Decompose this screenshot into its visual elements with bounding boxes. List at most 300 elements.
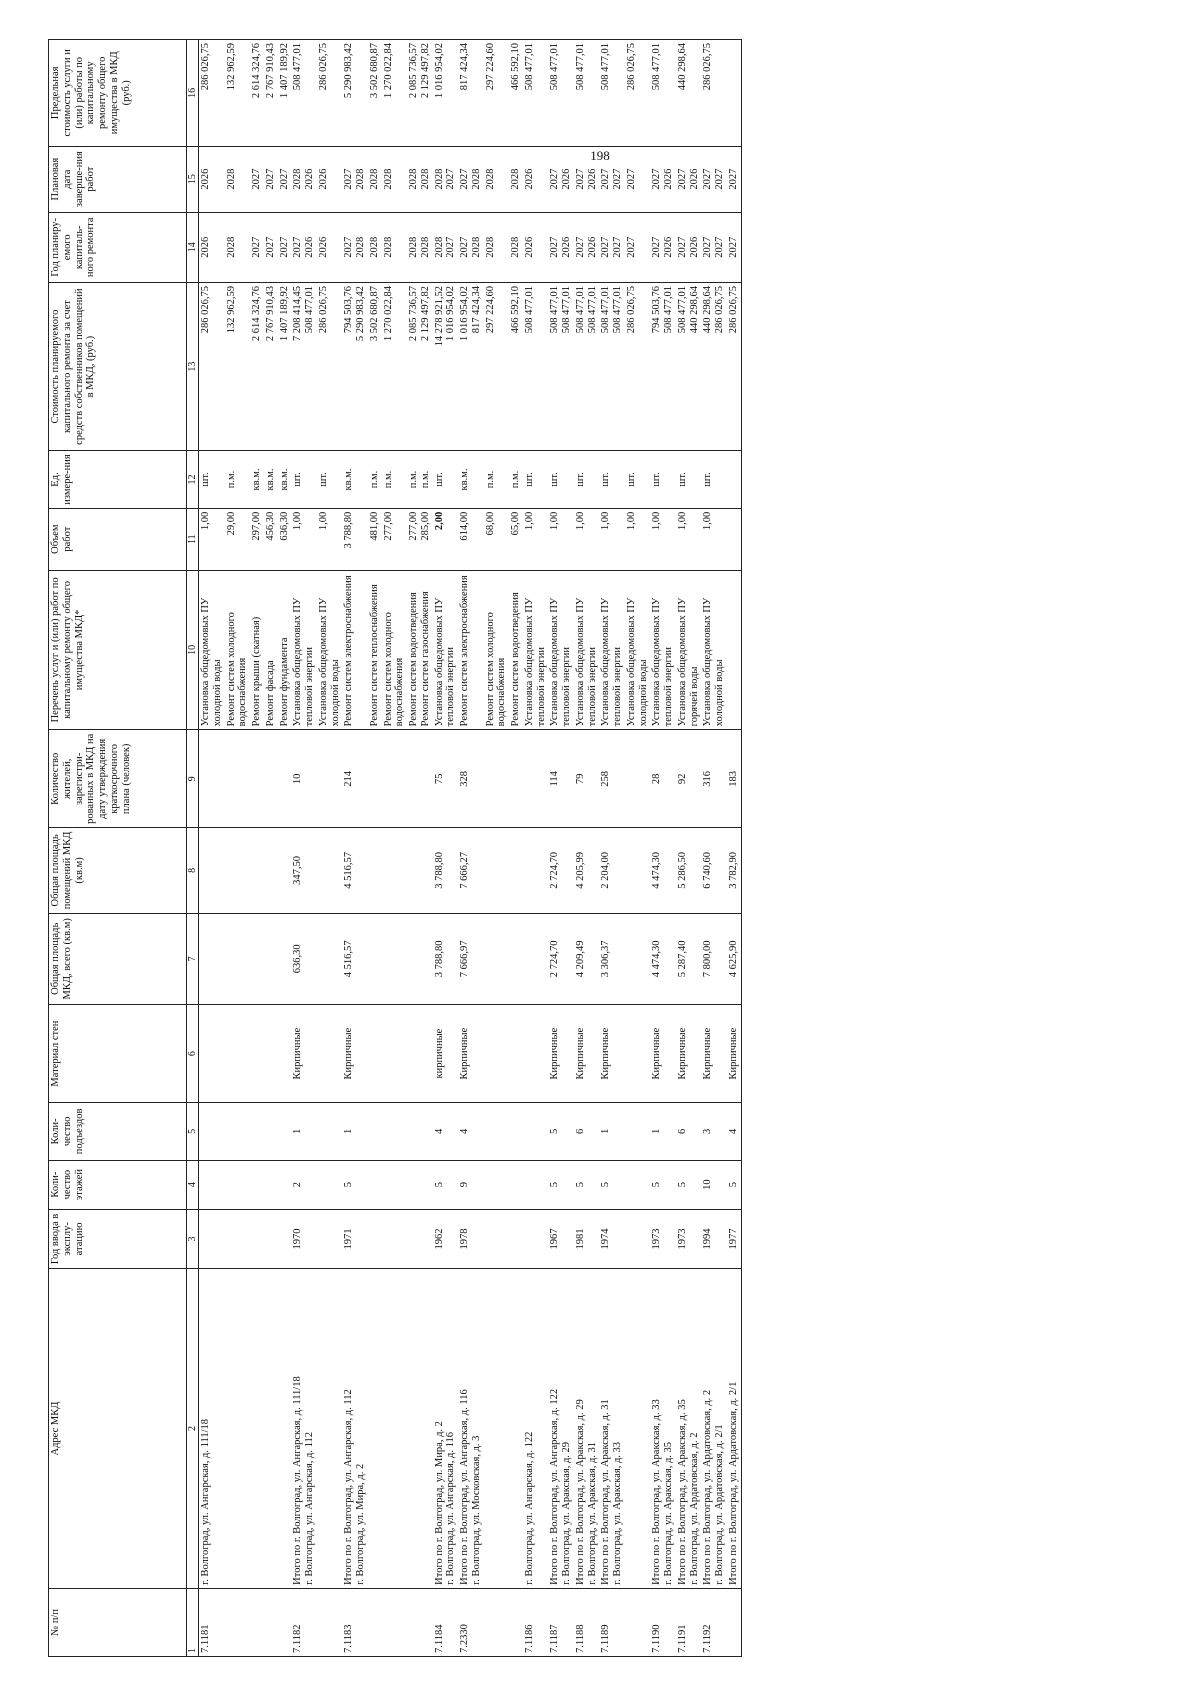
- cell-area2: 4 516,57: [342, 828, 368, 913]
- column-number: 10: [187, 570, 199, 730]
- cell-area: 4 625,90: [727, 913, 741, 1005]
- cell-y: [407, 1209, 433, 1269]
- cell-date: 2027 2027: [701, 146, 727, 212]
- cell-cost: 794 503,76 5 290 983,42: [342, 282, 368, 450]
- cell-limit: [727, 40, 741, 147]
- cell-addr: г. Волгоград, ул. Ангарская, д. 122: [523, 1269, 549, 1589]
- cell-cost: 286 026,75: [625, 282, 651, 450]
- cell-limit: 817 424,34: [458, 40, 484, 147]
- cell-area2: [199, 828, 225, 913]
- cell-year: 2027 2026: [574, 212, 600, 282]
- cell-year: 2027 2027: [701, 212, 727, 282]
- cell-mat: [278, 1005, 292, 1103]
- cell-ppl: [407, 730, 433, 828]
- cell-date: 2027 2026: [676, 146, 702, 212]
- cell-vol: 1,00: [701, 508, 727, 570]
- cell-fl: [368, 1160, 382, 1209]
- cell-pod: 1: [599, 1103, 625, 1161]
- table-row: [701, 40, 727, 1657]
- cell-mat: [368, 1005, 382, 1103]
- cell-cost: 132 962,59: [225, 282, 251, 450]
- cell-year: 2027 2026: [676, 212, 702, 282]
- cell-area2: [368, 828, 382, 913]
- cell-unit: кв.м.: [458, 451, 484, 509]
- table-row: [523, 40, 549, 1657]
- header-cell: Материал стен: [49, 1005, 187, 1103]
- cell-addr: [382, 1269, 408, 1589]
- column-number: 13: [187, 282, 199, 450]
- cell-mat: [509, 1005, 523, 1103]
- cell-mat: [317, 1005, 343, 1103]
- column-number: 3: [187, 1209, 199, 1269]
- cell-vol: 1,00: [523, 508, 549, 570]
- cell-unit: п.м.: [382, 451, 408, 509]
- cell-date: 2027: [727, 146, 741, 212]
- header-cell: Объем работ: [49, 508, 187, 570]
- cell-cost: 508 477,01 508 477,01: [548, 282, 574, 450]
- cell-work: Установка общедомовых ПУ тепловой энергии: [291, 570, 317, 730]
- capital-repair-table: [48, 39, 742, 1657]
- cell-area2: 4 474,30: [650, 828, 676, 913]
- cell-vol: 456,30: [264, 508, 278, 570]
- cell-date: 2027: [250, 146, 264, 212]
- cell-y: [199, 1209, 225, 1269]
- cell-limit: 5 290 983,42: [342, 40, 368, 147]
- cell-ppl: 258: [599, 730, 625, 828]
- cell-addr: [407, 1269, 433, 1589]
- cell-area: 2 724,70: [548, 913, 574, 1005]
- cell-date: 2028: [225, 146, 251, 212]
- table-row: [407, 40, 433, 1657]
- cell-area: [407, 913, 433, 1005]
- header-cell: Ед. измере-ния: [49, 451, 187, 509]
- cell-cost: 508 477,01 508 477,01: [599, 282, 625, 450]
- cell-work: Установка общедомовых ПУ тепловой энергии: [574, 570, 600, 730]
- cell-pod: [509, 1103, 523, 1161]
- cell-date: 2027: [278, 146, 292, 212]
- cell-date: 2028: [484, 146, 510, 212]
- cell-year: 2026: [317, 212, 343, 282]
- cell-addr: Итого по г. Волгоград, ул. Аракская, д. 29 г. Волгоград, ул. Аракская, д. 31: [574, 1269, 600, 1589]
- cell-cost: 2 085 736,57 2 129 497,82: [407, 282, 433, 450]
- cell-unit: кв.м.: [342, 451, 368, 509]
- cell-area2: 2 204,00: [599, 828, 625, 913]
- cell-cost: 1 407 189,92: [278, 282, 292, 450]
- table-row: [433, 40, 459, 1657]
- cell-limit: 1 016 954,02: [433, 40, 459, 147]
- table-row: [225, 40, 251, 1657]
- cell-vol: 1,00: [574, 508, 600, 570]
- cell-fl: 5: [727, 1160, 741, 1209]
- cell-mat: [264, 1005, 278, 1103]
- cell-n: 7.2330: [458, 1588, 484, 1656]
- cell-date: 2026: [523, 146, 549, 212]
- cell-vol: 65,00: [509, 508, 523, 570]
- cell-n: [264, 1588, 278, 1656]
- cell-unit: шт.: [291, 451, 317, 509]
- cell-area: [225, 913, 251, 1005]
- cell-limit: 3 502 680,87: [368, 40, 382, 147]
- cell-pod: [199, 1103, 225, 1161]
- cell-pod: 6: [574, 1103, 600, 1161]
- cell-unit: п.м.: [225, 451, 251, 509]
- cell-y: 1981: [574, 1209, 600, 1269]
- cell-unit: шт.: [523, 451, 549, 509]
- cell-limit: 508 477,01: [599, 40, 625, 147]
- cell-cost: 2 767 910,43: [264, 282, 278, 450]
- cell-vol: 29,00: [225, 508, 251, 570]
- cell-year: 2027 2028: [458, 212, 484, 282]
- cell-fl: [382, 1160, 408, 1209]
- cell-vol: 1,00: [676, 508, 702, 570]
- cell-mat: [625, 1005, 651, 1103]
- cell-y: [317, 1209, 343, 1269]
- cell-y: [523, 1209, 549, 1269]
- cell-area: [368, 913, 382, 1005]
- header-cell: Общая площадь МКД, всего (кв.м): [49, 913, 187, 1005]
- cell-limit: 297 224,60: [484, 40, 510, 147]
- cell-n: 7.1187: [548, 1588, 574, 1656]
- cell-area: 7 800,00: [701, 913, 727, 1005]
- cell-fl: [278, 1160, 292, 1209]
- cell-limit: 132 962,59: [225, 40, 251, 147]
- cell-y: [484, 1209, 510, 1269]
- cell-area: [250, 913, 264, 1005]
- cell-pod: 4: [433, 1103, 459, 1161]
- table-row: [574, 40, 600, 1657]
- cell-area2: [407, 828, 433, 913]
- cell-work: Установка общедомовых ПУ тепловой энергии: [433, 570, 459, 730]
- cell-fl: [225, 1160, 251, 1209]
- cell-limit: 440 298,64: [676, 40, 702, 147]
- table-row: [264, 40, 278, 1657]
- column-number: 5: [187, 1103, 199, 1161]
- table-row: [342, 40, 368, 1657]
- cell-area: 3 788,80: [433, 913, 459, 1005]
- cell-work: Установка общедомовых ПУ тепловой энергии: [599, 570, 625, 730]
- page-number: 198: [590, 148, 610, 163]
- cell-work: Ремонт систем холодного водоснабжения: [225, 570, 251, 730]
- cell-cost: 14 278 921,52 1 016 954,02: [433, 282, 459, 450]
- cell-ppl: [368, 730, 382, 828]
- cell-area2: 3 788,80: [433, 828, 459, 913]
- cell-year: 2028 2027: [433, 212, 459, 282]
- cell-pod: [625, 1103, 651, 1161]
- cell-n: [225, 1588, 251, 1656]
- cell-work: Установка общедомовых ПУ тепловой энергии: [523, 570, 549, 730]
- cell-mat: Кирпичные: [727, 1005, 741, 1103]
- cell-ppl: [523, 730, 549, 828]
- cell-ppl: 28: [650, 730, 676, 828]
- cell-cost: 286 026,75: [199, 282, 225, 450]
- table-row: [599, 40, 625, 1657]
- cell-area: 4 516,57: [342, 913, 368, 1005]
- cell-pod: [278, 1103, 292, 1161]
- table-row: [650, 40, 676, 1657]
- table-body: [199, 40, 742, 1657]
- cell-addr: [625, 1269, 651, 1589]
- cell-area2: 6 740,60: [701, 828, 727, 913]
- cell-pod: 6: [676, 1103, 702, 1161]
- cell-ppl: [264, 730, 278, 828]
- cell-n: 7.1191: [676, 1588, 702, 1656]
- column-number: 16: [187, 40, 199, 147]
- cell-work: Установка общедомовых ПУ тепловой энергии: [548, 570, 574, 730]
- cell-cost: 1 016 954,02 817 424,34: [458, 282, 484, 450]
- cell-addr: Итого по г. Волгоград, ул. Ангарская, д. 112 г. Волгоград, ул. Мира, д. 2: [342, 1269, 368, 1589]
- cell-unit: шт.: [433, 451, 459, 509]
- header-cell: Стоимость планируемого капитального ремонта за счет средств собственников помещений в МКД, (руб.): [49, 282, 187, 450]
- header-cell: Общая площадь помещений МКД (кв.м): [49, 828, 187, 913]
- cell-addr: [278, 1269, 292, 1589]
- cell-date: 2028: [382, 146, 408, 212]
- cell-pod: 1: [342, 1103, 368, 1161]
- cell-area2: [250, 828, 264, 913]
- table-row: [727, 40, 741, 1657]
- cell-limit: 2 767 910,43: [264, 40, 278, 147]
- cell-fl: [509, 1160, 523, 1209]
- cell-vol: [727, 508, 741, 570]
- cell-year: 2028: [484, 212, 510, 282]
- cell-n: [368, 1588, 382, 1656]
- cell-unit: шт.: [317, 451, 343, 509]
- cell-area2: [523, 828, 549, 913]
- cell-vol: 481,00: [368, 508, 382, 570]
- cell-date: 2028 2027: [433, 146, 459, 212]
- cell-n: [250, 1588, 264, 1656]
- cell-cost: 440 298,64 286 026,75: [701, 282, 727, 450]
- cell-area2: 347,50: [291, 828, 317, 913]
- cell-mat: Кирпичные: [701, 1005, 727, 1103]
- cell-limit: 286 026,75: [701, 40, 727, 147]
- column-number: 4: [187, 1160, 199, 1209]
- column-number: 11: [187, 508, 199, 570]
- cell-ppl: 114: [548, 730, 574, 828]
- cell-area2: [382, 828, 408, 913]
- cell-fl: 2: [291, 1160, 317, 1209]
- cell-work: Ремонт фундамента: [278, 570, 292, 730]
- cell-pod: 1: [291, 1103, 317, 1161]
- cell-vol: 1,00: [625, 508, 651, 570]
- cell-fl: [523, 1160, 549, 1209]
- cell-unit: шт.: [574, 451, 600, 509]
- cell-vol: 1,00: [599, 508, 625, 570]
- cell-y: 1974: [599, 1209, 625, 1269]
- header-cell: Адрес МКД: [49, 1269, 187, 1589]
- cell-pod: 4: [458, 1103, 484, 1161]
- cell-mat: Кирпичные: [676, 1005, 702, 1103]
- cell-area: [317, 913, 343, 1005]
- cell-date: 2027 2026: [548, 146, 574, 212]
- cell-year: 2027 2027: [599, 212, 625, 282]
- cell-year: 2027 2026: [548, 212, 574, 282]
- cell-ppl: [317, 730, 343, 828]
- cell-mat: [382, 1005, 408, 1103]
- cell-fl: 5: [342, 1160, 368, 1209]
- cell-area2: [509, 828, 523, 913]
- cell-area: [382, 913, 408, 1005]
- column-number-row: [187, 40, 199, 1657]
- cell-ppl: [382, 730, 408, 828]
- cell-limit: 286 026,75: [317, 40, 343, 147]
- header-cell: № п/п: [49, 1588, 187, 1656]
- header-cell: Год ввода в эксплу-атацию: [49, 1209, 187, 1269]
- table-row: [484, 40, 510, 1657]
- cell-pod: 3: [701, 1103, 727, 1161]
- cell-mat: [407, 1005, 433, 1103]
- cell-ppl: 328: [458, 730, 484, 828]
- cell-limit: 286 026,75: [625, 40, 651, 147]
- cell-area: 636,30: [291, 913, 317, 1005]
- cell-fl: 5: [433, 1160, 459, 1209]
- cell-addr: [484, 1269, 510, 1589]
- cell-year: 2026: [523, 212, 549, 282]
- cell-area2: 3 782,90: [727, 828, 741, 913]
- cell-date: 2026: [317, 146, 343, 212]
- cell-area: 7 666,97: [458, 913, 484, 1005]
- cell-year: 2027: [264, 212, 278, 282]
- cell-addr: Итого по г. Волгоград, ул. Аракская, д. 31 г. Волгоград, ул. Аракская, д. 33: [599, 1269, 625, 1589]
- cell-year: 2027 2026: [650, 212, 676, 282]
- cell-unit: шт.: [701, 451, 727, 509]
- cell-n: [278, 1588, 292, 1656]
- cell-fl: 5: [574, 1160, 600, 1209]
- cell-y: [264, 1209, 278, 1269]
- cell-cost: 7 208 414,45 508 477,01: [291, 282, 317, 450]
- cell-area: [199, 913, 225, 1005]
- cell-addr: [368, 1269, 382, 1589]
- cell-work: Ремонт систем теплоснабжения: [368, 570, 382, 730]
- cell-y: 1971: [342, 1209, 368, 1269]
- cell-y: [625, 1209, 651, 1269]
- cell-ppl: [199, 730, 225, 828]
- cell-mat: Кирпичные: [458, 1005, 484, 1103]
- cell-pod: [368, 1103, 382, 1161]
- cell-n: 7.1192: [701, 1588, 727, 1656]
- cell-vol: 297,00: [250, 508, 264, 570]
- cell-cost: 466 592,10: [509, 282, 523, 450]
- cell-cost: 508 477,01 508 477,01: [574, 282, 600, 450]
- cell-unit: п.м. п.м.: [407, 451, 433, 509]
- column-number: 12: [187, 451, 199, 509]
- column-number: 7: [187, 913, 199, 1005]
- cell-work: Ремонт систем холодного водоснабжения: [484, 570, 510, 730]
- cell-ppl: 79: [574, 730, 600, 828]
- cell-mat: Кирпичные: [548, 1005, 574, 1103]
- cell-work: [727, 570, 741, 730]
- cell-fl: 5: [548, 1160, 574, 1209]
- cell-y: 1973: [650, 1209, 676, 1269]
- cell-pod: [484, 1103, 510, 1161]
- cell-vol: 1,00: [650, 508, 676, 570]
- cell-area: 5 287,40: [676, 913, 702, 1005]
- cell-mat: Кирпичные: [599, 1005, 625, 1103]
- cell-vol: 1,00: [291, 508, 317, 570]
- cell-pod: [523, 1103, 549, 1161]
- cell-vol: 68,00: [484, 508, 510, 570]
- cell-ppl: [278, 730, 292, 828]
- header-cell: Коли-чество этажей: [49, 1160, 187, 1209]
- cell-y: 1967: [548, 1209, 574, 1269]
- cell-pod: [407, 1103, 433, 1161]
- cell-year: 2028: [225, 212, 251, 282]
- cell-cost: 297 224,60: [484, 282, 510, 450]
- cell-fl: 5: [676, 1160, 702, 1209]
- cell-fl: [317, 1160, 343, 1209]
- cell-fl: [264, 1160, 278, 1209]
- cell-work: Установка общедомовых ПУ холодной воды: [625, 570, 651, 730]
- cell-area2: 2 724,70: [548, 828, 574, 913]
- cell-unit: шт.: [650, 451, 676, 509]
- cell-area2: [317, 828, 343, 913]
- table-row: [548, 40, 574, 1657]
- cell-limit: 508 477,01: [523, 40, 549, 147]
- column-number: 9: [187, 730, 199, 828]
- cell-work: Ремонт систем водоотведения Ремонт систем газоснабжения: [407, 570, 433, 730]
- cell-mat: [523, 1005, 549, 1103]
- cell-work: Ремонт фасада: [264, 570, 278, 730]
- table-row: [278, 40, 292, 1657]
- column-number: 15: [187, 146, 199, 212]
- cell-area: 4 474,30: [650, 913, 676, 1005]
- cell-work: Ремонт систем электроснабжения: [342, 570, 368, 730]
- cell-work: Установка общедомовых ПУ холодной воды: [701, 570, 727, 730]
- cell-limit: 466 592,10: [509, 40, 523, 147]
- cell-date: 2027 2027: [599, 146, 625, 212]
- cell-work: Установка общедомовых ПУ горячей воды: [676, 570, 702, 730]
- cell-fl: [625, 1160, 651, 1209]
- cell-fl: [484, 1160, 510, 1209]
- cell-date: 2028: [368, 146, 382, 212]
- cell-area: [264, 913, 278, 1005]
- cell-unit: п.м.: [509, 451, 523, 509]
- cell-work: Установка общедомовых ПУ тепловой энергии: [650, 570, 676, 730]
- cell-mat: [225, 1005, 251, 1103]
- cell-ppl: [225, 730, 251, 828]
- cell-cost: 508 477,01 440 298,64: [676, 282, 702, 450]
- cell-date: 2027: [264, 146, 278, 212]
- column-number: 6: [187, 1005, 199, 1103]
- cell-date: 2027 2026: [650, 146, 676, 212]
- cell-mat: [250, 1005, 264, 1103]
- cell-year: 2028: [382, 212, 408, 282]
- cell-y: [368, 1209, 382, 1269]
- cell-ppl: 75: [433, 730, 459, 828]
- cell-work: Установка общедомовых ПУ холодной воды: [199, 570, 225, 730]
- cell-cost: 2 614 324,76: [250, 282, 264, 450]
- cell-unit: кв.м.: [250, 451, 264, 509]
- cell-area2: 5 286,50: [676, 828, 702, 913]
- cell-mat: Кирпичные: [574, 1005, 600, 1103]
- cell-vol: 1,00: [548, 508, 574, 570]
- cell-unit: [727, 451, 741, 509]
- cell-year: 2027: [727, 212, 741, 282]
- cell-addr: [250, 1269, 264, 1589]
- cell-cost: 286 026,75: [317, 282, 343, 450]
- table-row: [458, 40, 484, 1657]
- cell-limit: 286 026,75: [199, 40, 225, 147]
- cell-vol: 1,00: [317, 508, 343, 570]
- cell-work: Ремонт крыши (скатная): [250, 570, 264, 730]
- cell-y: 1994: [701, 1209, 727, 1269]
- cell-pod: 4: [727, 1103, 741, 1161]
- cell-y: 1970: [291, 1209, 317, 1269]
- cell-addr: Итого по г. Волгоград, ул. Ардатовская, д. 2/1: [727, 1269, 741, 1589]
- cell-area2: 7 666,27: [458, 828, 484, 913]
- cell-y: [278, 1209, 292, 1269]
- cell-n: [317, 1588, 343, 1656]
- cell-n: 7.1188: [574, 1588, 600, 1656]
